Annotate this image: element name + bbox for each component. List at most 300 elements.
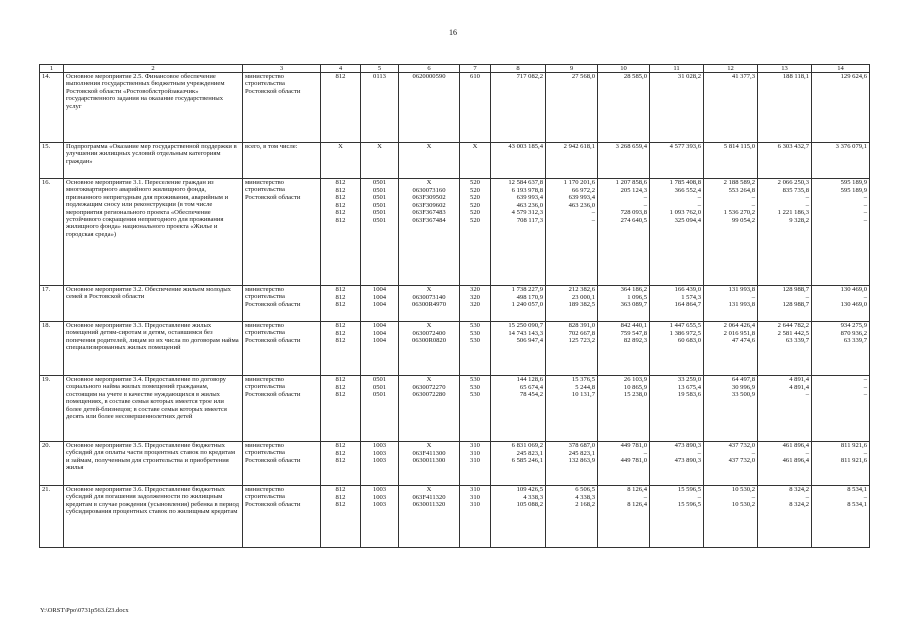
- cell-value: 15 376,5: [571, 376, 595, 383]
- cell-value: 812: [335, 293, 346, 301]
- cell-value: 12 584 637,8: [508, 179, 543, 186]
- value-cell: [598, 442, 650, 486]
- value-cell: [399, 442, 460, 486]
- cell-value: X: [426, 143, 432, 150]
- cell-value: 812: [335, 486, 346, 493]
- cell-value: 6 831 069,2: [511, 442, 543, 449]
- cell-value: 1 240 057,0: [511, 301, 543, 309]
- column-header: 13: [758, 65, 812, 73]
- cell-value: 812: [335, 383, 346, 391]
- cell-value: 363 089,7: [620, 301, 647, 309]
- value-cell: [812, 376, 870, 442]
- value-cell: [361, 73, 399, 143]
- cell-value: 245 823,1: [516, 449, 543, 457]
- cell-value: 4 338,3: [575, 493, 595, 501]
- cell-value: 105 088,2: [516, 501, 543, 509]
- value-cell: [361, 322, 399, 376]
- executor: министерство строительства Ростовской области: [243, 286, 321, 322]
- file-path-footer: Y:\ORST\Ppo\0731p563.f23.docx: [40, 607, 129, 614]
- value-cell: [704, 442, 758, 486]
- cell-value: 506 947,4: [516, 337, 543, 345]
- cell-value: –: [863, 216, 867, 224]
- cell-value: –: [751, 194, 755, 202]
- value-cell: [546, 143, 598, 179]
- cell-value: 812: [335, 179, 346, 186]
- cell-value: 1 386 972,5: [669, 329, 701, 337]
- cell-value: 131 993,8: [728, 301, 755, 309]
- cell-value: 4 577 393,6: [669, 143, 701, 150]
- cell-value: 063F367483: [412, 209, 446, 217]
- cell-value: 0630072400: [412, 329, 446, 337]
- cell-value: 5 814 115,0: [723, 143, 755, 150]
- row-number: 20.: [40, 442, 64, 486]
- value-cell: [399, 286, 460, 322]
- cell-value: 0630011320: [412, 501, 446, 509]
- cell-value: 449 781,0: [620, 442, 647, 449]
- cell-value: 8 126,4: [627, 486, 647, 493]
- cell-value: 130 469,0: [840, 301, 867, 309]
- cell-value: 4 338,3: [523, 493, 543, 501]
- column-header: 6: [399, 65, 460, 73]
- cell-value: 812: [335, 209, 346, 217]
- value-cell: [598, 322, 650, 376]
- cell-value: 0501: [372, 391, 387, 399]
- cell-value: 2 188 589,2: [723, 179, 755, 186]
- value-cell: [321, 143, 361, 179]
- column-header: 10: [598, 65, 650, 73]
- cell-value: 063F411300: [412, 449, 446, 457]
- table-row: [40, 73, 870, 143]
- cell-value: 64 497,8: [731, 376, 755, 383]
- cell-value: 23 000,1: [571, 293, 595, 301]
- cell-value: 828 391,0: [568, 322, 595, 329]
- column-header: 3: [243, 65, 321, 73]
- cell-value: –: [643, 201, 647, 209]
- value-cell: [491, 442, 546, 486]
- value-cell: [460, 179, 491, 286]
- cell-value: 811 921,6: [840, 457, 867, 465]
- cell-value: 1003: [372, 493, 387, 501]
- cell-value: 310: [470, 493, 480, 501]
- table-row: [40, 322, 870, 376]
- cell-value: –: [863, 383, 867, 391]
- value-cell: [812, 486, 870, 548]
- cell-value: 14 743 143,3: [508, 329, 543, 337]
- cell-value: 06300R0820: [411, 337, 447, 345]
- cell-value: 1 096,5: [627, 293, 647, 301]
- value-cell: [460, 322, 491, 376]
- cell-value: 0501: [372, 383, 387, 391]
- cell-value: 553 264,8: [728, 186, 755, 194]
- value-cell: [399, 486, 460, 548]
- cell-value: 870 936,2: [840, 329, 867, 337]
- column-header: 14: [812, 65, 870, 73]
- cell-value: 812: [335, 501, 346, 509]
- cell-value: 10 530,2: [731, 486, 755, 493]
- cell-value: X: [426, 322, 432, 329]
- measure-name: Основное мероприятие 3.2. Обеспечение жильем молодых семей в Ростовской области: [64, 286, 243, 322]
- cell-value: 320: [470, 301, 480, 309]
- cell-value: 812: [335, 337, 346, 345]
- cell-value: 639 993,4: [516, 194, 543, 202]
- cell-value: –: [805, 293, 809, 301]
- cell-value: 0501: [372, 186, 387, 194]
- table-body: [40, 73, 870, 548]
- cell-value: 1 536 270,2: [723, 209, 755, 217]
- value-cell: [704, 143, 758, 179]
- cell-value: 728 093,8: [620, 209, 647, 217]
- cell-value: 132 863,9: [568, 457, 595, 465]
- value-cell: [321, 73, 361, 143]
- cell-value: 063F309602: [412, 201, 446, 209]
- cell-value: 812: [335, 286, 346, 293]
- header-row: [40, 65, 870, 73]
- cell-value: 0501: [372, 209, 387, 217]
- value-cell: [598, 376, 650, 442]
- cell-value: 41 377,3: [731, 73, 755, 80]
- cell-value: –: [805, 493, 809, 501]
- cell-value: 320: [470, 286, 480, 293]
- value-cell: [758, 143, 812, 179]
- cell-value: 130 469,0: [840, 286, 867, 293]
- value-cell: [321, 486, 361, 548]
- cell-value: 10 530,2: [731, 501, 755, 509]
- cell-value: 188 118,1: [782, 73, 809, 80]
- cell-value: 378 687,0: [568, 442, 595, 449]
- cell-value: 15 596,5: [677, 486, 701, 493]
- cell-value: 245 823,1: [568, 449, 595, 457]
- cell-value: 530: [470, 391, 480, 399]
- cell-value: 1004: [372, 337, 387, 345]
- cell-value: 166 439,0: [674, 286, 701, 293]
- cell-value: 437 732,0: [728, 442, 755, 449]
- cell-value: 4 891,4: [789, 383, 809, 391]
- value-cell: [321, 179, 361, 286]
- cell-value: 812: [335, 376, 346, 383]
- cell-value: 811 921,6: [840, 442, 867, 449]
- value-cell: [758, 486, 812, 548]
- cell-value: 9 328,2: [789, 216, 809, 224]
- value-cell: [460, 286, 491, 322]
- value-cell: [758, 322, 812, 376]
- cell-value: –: [805, 391, 809, 399]
- cell-value: 934 275,9: [840, 322, 867, 329]
- cell-value: –: [697, 194, 701, 202]
- cell-value: –: [643, 493, 647, 501]
- cell-value: 0630072270: [412, 383, 446, 391]
- cell-value: 0501: [372, 216, 387, 224]
- table-row: [40, 486, 870, 548]
- cell-value: 702 667,8: [568, 329, 595, 337]
- measure-name: Основное мероприятие 3.5. Предоставление бюджетных субсидий для оплаты части процентных ставок по кредитам и займам, полученным для строительства и приобретения жилья: [64, 442, 243, 486]
- cell-value: 759 547,8: [620, 329, 647, 337]
- cell-value: 15 238,0: [623, 391, 647, 399]
- cell-value: 717 082,2: [516, 73, 543, 80]
- cell-value: 8 324,2: [789, 501, 809, 509]
- value-cell: [321, 322, 361, 376]
- value-cell: [650, 73, 704, 143]
- value-cell: [704, 73, 758, 143]
- cell-value: –: [863, 449, 867, 457]
- cell-value: 33 500,9: [731, 391, 755, 399]
- value-cell: [758, 73, 812, 143]
- value-cell: [361, 179, 399, 286]
- cell-value: –: [697, 201, 701, 209]
- value-cell: [491, 179, 546, 286]
- measure-name: Подпрограмма «Оказание мер государственной поддержки в улучшении жилищных условий отдельным категориям граждан»: [64, 143, 243, 179]
- value-cell: [598, 73, 650, 143]
- cell-value: 1003: [372, 449, 387, 457]
- cell-value: 26 103,9: [623, 376, 647, 383]
- cell-value: 1003: [372, 442, 387, 449]
- cell-value: 189 382,5: [568, 301, 595, 309]
- executor: министерство строительства Ростовской области: [243, 486, 321, 548]
- cell-value: 473 890,3: [674, 442, 701, 449]
- value-cell: [361, 486, 399, 548]
- cell-value: 3 376 079,1: [835, 143, 867, 150]
- cell-value: 15 596,5: [677, 501, 701, 509]
- cell-value: 530: [470, 376, 480, 383]
- cell-value: 131 993,8: [728, 286, 755, 293]
- cell-value: 812: [335, 391, 346, 399]
- cell-value: 364 186,2: [620, 286, 647, 293]
- value-cell: [460, 376, 491, 442]
- measure-name: Основное мероприятие 3.4. Предоставление по договору социального найма жилых помещений гражданам, состоящим на учете в качестве нуждающихся в жилых помещениях, в составе семьи которых имеется трое или более детей-близнецов; в составе семьи которых имеется десять или более несовершеннолетних детей: [64, 376, 243, 442]
- cell-value: 8 534,1: [847, 501, 867, 509]
- cell-value: 812: [335, 186, 346, 194]
- cell-value: 812: [335, 201, 346, 209]
- table-row: [40, 376, 870, 442]
- cell-value: 43 003 185,4: [508, 143, 543, 150]
- value-cell: [704, 376, 758, 442]
- value-cell: [650, 143, 704, 179]
- cell-value: –: [643, 449, 647, 457]
- cell-value: 4 891,4: [789, 376, 809, 383]
- cell-value: 109 426,5: [516, 486, 543, 493]
- cell-value: 2 168,2: [575, 501, 595, 509]
- cell-value: X: [338, 143, 343, 150]
- cell-value: 2 064 426,4: [723, 322, 755, 329]
- cell-value: 310: [470, 457, 480, 465]
- cell-value: 0501: [372, 376, 387, 383]
- measure-name: Основное мероприятие 3.3. Предоставление жилых помещений детям-сиротам и детям, оставшимся без попечения родителей, лицам из их числа по договорам найма специализированных жилых помещений: [64, 322, 243, 376]
- cell-value: 498 170,9: [516, 293, 543, 301]
- cell-value: 530: [470, 337, 480, 345]
- cell-value: 125 723,2: [568, 337, 595, 345]
- cell-value: 63 339,7: [785, 337, 809, 345]
- cell-value: 310: [470, 449, 480, 457]
- cell-value: 639 993,4: [568, 194, 595, 202]
- value-cell: [491, 376, 546, 442]
- cell-value: X: [426, 486, 432, 493]
- cell-value: 0501: [372, 201, 387, 209]
- page-number: 16: [449, 28, 457, 37]
- cell-value: 1004: [372, 301, 387, 309]
- cell-value: 310: [470, 442, 480, 449]
- cell-value: X: [426, 376, 432, 383]
- column-header: 4: [321, 65, 361, 73]
- value-cell: [758, 442, 812, 486]
- value-cell: [321, 376, 361, 442]
- cell-value: 33 259,0: [677, 376, 701, 383]
- cell-value: 812: [335, 216, 346, 224]
- cell-value: 595 189,9: [840, 179, 867, 186]
- cell-value: 812: [335, 73, 346, 80]
- column-header: 8: [491, 65, 546, 73]
- cell-value: 1 093 762,0: [669, 209, 701, 217]
- value-cell: [812, 442, 870, 486]
- cell-value: 463 236,0: [516, 201, 543, 209]
- cell-value: 0630073160: [412, 186, 446, 194]
- cell-value: 1003: [372, 501, 387, 509]
- cell-value: 449 781,0: [620, 457, 647, 465]
- cell-value: 1004: [372, 322, 387, 329]
- cell-value: 310: [470, 501, 480, 509]
- value-cell: [812, 286, 870, 322]
- value-cell: [361, 143, 399, 179]
- cell-value: –: [751, 493, 755, 501]
- cell-value: 0620000590: [412, 73, 446, 80]
- cell-value: 1004: [372, 286, 387, 293]
- cell-value: 310: [470, 486, 480, 493]
- cell-value: 78 454,2: [519, 391, 543, 399]
- value-cell: [650, 286, 704, 322]
- cell-value: 842 440,1: [620, 322, 647, 329]
- executor: министерство строительства Ростовской области: [243, 376, 321, 442]
- cell-value: 164 864,7: [674, 301, 701, 309]
- value-cell: [758, 376, 812, 442]
- cell-value: –: [863, 201, 867, 209]
- cell-value: 530: [470, 383, 480, 391]
- cell-value: 1003: [372, 457, 387, 465]
- table-row: [40, 442, 870, 486]
- value-cell: [399, 376, 460, 442]
- value-cell: [598, 286, 650, 322]
- value-cell: [546, 442, 598, 486]
- column-header: 2: [64, 65, 243, 73]
- cell-value: 63 339,7: [843, 337, 867, 345]
- value-cell: [704, 486, 758, 548]
- cell-value: 708 117,3: [516, 216, 543, 224]
- cell-value: 063F367484: [412, 216, 446, 224]
- cell-value: 30 996,9: [731, 383, 755, 391]
- cell-value: 10 865,9: [623, 383, 647, 391]
- cell-value: 212 382,6: [568, 286, 595, 293]
- executor: министерство строительства Ростовской области: [243, 73, 321, 143]
- cell-value: 063F309502: [412, 194, 446, 202]
- value-cell: [546, 286, 598, 322]
- cell-value: 461 896,4: [782, 457, 809, 465]
- cell-value: 129 624,6: [840, 73, 867, 80]
- column-header: 12: [704, 65, 758, 73]
- cell-value: 1 170 201,6: [563, 179, 595, 186]
- cell-value: 595 189,9: [840, 186, 867, 194]
- cell-value: 99 054,2: [731, 216, 755, 224]
- value-cell: [399, 179, 460, 286]
- cell-value: –: [697, 449, 701, 457]
- value-cell: [361, 286, 399, 322]
- value-cell: [546, 73, 598, 143]
- cell-value: 65 674,4: [519, 383, 543, 391]
- cell-value: –: [863, 391, 867, 399]
- cell-value: 520: [470, 216, 480, 224]
- cell-value: –: [863, 293, 867, 301]
- value-cell: [491, 286, 546, 322]
- measure-name: Основное мероприятие 3.1. Переселение граждан из многоквартирного аварийного жилищного фонда, признанного непригодным для проживания, аварийным и подлежащим сносу или реконструкции (в том числе мероприятия регионального проекта «Обеспечение устойчивого сокращения непригодного для проживания жилищного фонда» национального проекта «Жилье и городская среда»): [64, 179, 243, 286]
- cell-value: 1 221 186,3: [777, 209, 809, 217]
- value-cell: [758, 286, 812, 322]
- cell-value: 8 126,4: [627, 501, 647, 509]
- value-cell: [546, 486, 598, 548]
- cell-value: 15 250 090,7: [508, 322, 543, 329]
- budget-table: [39, 64, 870, 548]
- cell-value: 812: [335, 194, 346, 202]
- value-cell: [546, 179, 598, 286]
- cell-value: 437 732,0: [728, 457, 755, 465]
- value-cell: [650, 179, 704, 286]
- cell-value: 205 124,3: [620, 186, 647, 194]
- cell-value: –: [697, 493, 701, 501]
- executor: всего, в том числе:: [243, 143, 321, 179]
- cell-value: 13 675,4: [677, 383, 701, 391]
- column-header: 11: [650, 65, 704, 73]
- cell-value: 0501: [372, 194, 387, 202]
- value-cell: [321, 442, 361, 486]
- row-number: 15.: [40, 143, 64, 179]
- cell-value: 66 972,2: [571, 186, 595, 194]
- cell-value: 063F411320: [412, 493, 446, 501]
- cell-value: 60 683,0: [677, 337, 701, 345]
- value-cell: [812, 322, 870, 376]
- table-row: [40, 286, 870, 322]
- cell-value: 520: [470, 186, 480, 194]
- executor: министерство строительства Ростовской области: [243, 322, 321, 376]
- cell-value: 6 506,5: [575, 486, 595, 493]
- column-header: 7: [460, 65, 491, 73]
- cell-value: 2 942 618,1: [563, 143, 595, 150]
- cell-value: 1003: [372, 486, 387, 493]
- value-cell: [758, 179, 812, 286]
- cell-value: X: [426, 442, 432, 449]
- cell-value: 812: [335, 301, 346, 309]
- cell-value: 1 447 655,5: [669, 322, 701, 329]
- cell-value: –: [751, 293, 755, 301]
- row-number: 14.: [40, 73, 64, 143]
- cell-value: 520: [470, 209, 480, 217]
- cell-value: –: [591, 216, 595, 224]
- cell-value: 4 579 312,3: [511, 209, 543, 217]
- value-cell: [460, 73, 491, 143]
- cell-value: 530: [470, 322, 480, 329]
- cell-value: 812: [335, 449, 346, 457]
- value-cell: [361, 442, 399, 486]
- cell-value: –: [751, 449, 755, 457]
- value-cell: [704, 322, 758, 376]
- cell-value: 461 896,4: [782, 442, 809, 449]
- cell-value: 8 534,1: [847, 486, 867, 493]
- value-cell: [704, 286, 758, 322]
- cell-value: 28 585,0: [623, 73, 647, 80]
- value-cell: [491, 73, 546, 143]
- cell-value: –: [863, 209, 867, 217]
- cell-value: 812: [335, 442, 346, 449]
- cell-value: 0501: [372, 179, 387, 186]
- cell-value: –: [805, 194, 809, 202]
- cell-value: 1 574,3: [681, 293, 701, 301]
- cell-value: –: [805, 201, 809, 209]
- value-cell: [491, 486, 546, 548]
- column-header: 9: [546, 65, 598, 73]
